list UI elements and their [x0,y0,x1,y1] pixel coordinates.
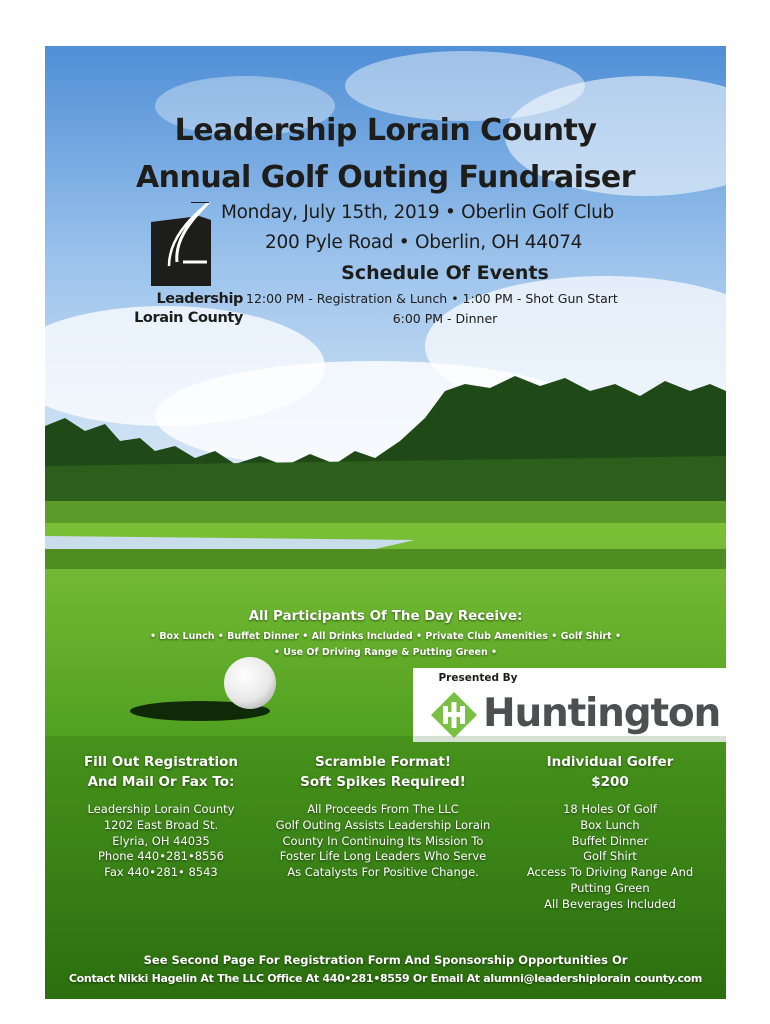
logo-text [85,290,243,328]
middle-heading2: Soft Spikes Required! [300,774,466,790]
huntington-wordmark: Huntington [483,691,721,736]
left-line: Phone 440•281•8556 [97,849,224,864]
right-line: Access To Driving Range And [526,865,694,880]
right-line: Putting Green [570,880,650,895]
llc-logo-icon [147,202,215,290]
footer-line1: See Second Page For Registration Form And Sponsorship Opportunities Or [143,953,628,967]
left-line: 1202 East Broad St. [103,817,219,832]
middle-heading1: Scramble Format! [314,754,452,770]
left-heading2: And Mail Or Fax To: [87,774,235,790]
column-left [73,752,249,881]
right-line: All Beverages Included [544,896,676,911]
right-line: 18 Holes Of Golf [563,802,657,816]
schedule-heading: Schedule Of Events [341,262,549,284]
right-line: Box Lunch [580,817,640,832]
middle-line: Foster Life Long Leaders Who Serve [279,849,487,864]
footer-line2: Contact Nikki Hagelin At The LLC Office At 440•281•8559 Or Email At alumni@leadershiplorain county.com [68,972,703,985]
presented-by: Presented By [438,672,518,684]
middle-line: As Catalysts For Positive Change. [287,865,479,880]
participants-line2: • Use Of Driving Range & Putting Green • [273,647,498,658]
golf-ball [224,657,276,709]
middle-line: Golf Outing Assists Leadership Lorain [275,817,491,832]
title-line2: Annual Golf Outing Fundraiser [135,160,636,195]
participants-heading: All Participants Of The Day Receive: [248,608,523,624]
logo-line1: Leadership [156,291,243,307]
middle-line: County In Continuing Its Mission To [282,833,484,848]
schedule-line1: 12:00 PM - Registration & Lunch • 1:00 PM - Shot Gun Start [246,291,618,306]
logo-line2: Lorain County [134,310,243,326]
date-line: Monday, July 15th, 2019 • Oberlin Golf Club [221,202,614,223]
participants-line1: • Box Lunch • Buffet Dinner • All Drinks Included • Private Club Amenities • Golf Shirt • [149,631,622,642]
column-middle [265,752,501,881]
right-heading1: Individual Golfer [546,754,674,770]
huntington-logo-icon [431,692,477,738]
right-line: Buffet Dinner [571,833,649,848]
right-heading2: $200 [591,774,629,790]
left-line: Fax 440•281• 8543 [104,865,218,880]
flyer [45,46,726,999]
left-heading1: Fill Out Registration [83,754,239,770]
column-right [515,752,705,913]
left-line: Leadership Lorain County [87,802,235,816]
schedule-line2: 6:00 PM - Dinner [392,311,498,326]
title-line1: Leadership Lorain County [174,113,597,148]
middle-line: All Proceeds From The LLC [307,802,459,816]
right-line: Golf Shirt [583,849,637,864]
left-line: Elyria, OH 44035 [112,833,210,848]
address-line: 200 Pyle Road • Oberlin, OH 44074 [265,232,583,253]
